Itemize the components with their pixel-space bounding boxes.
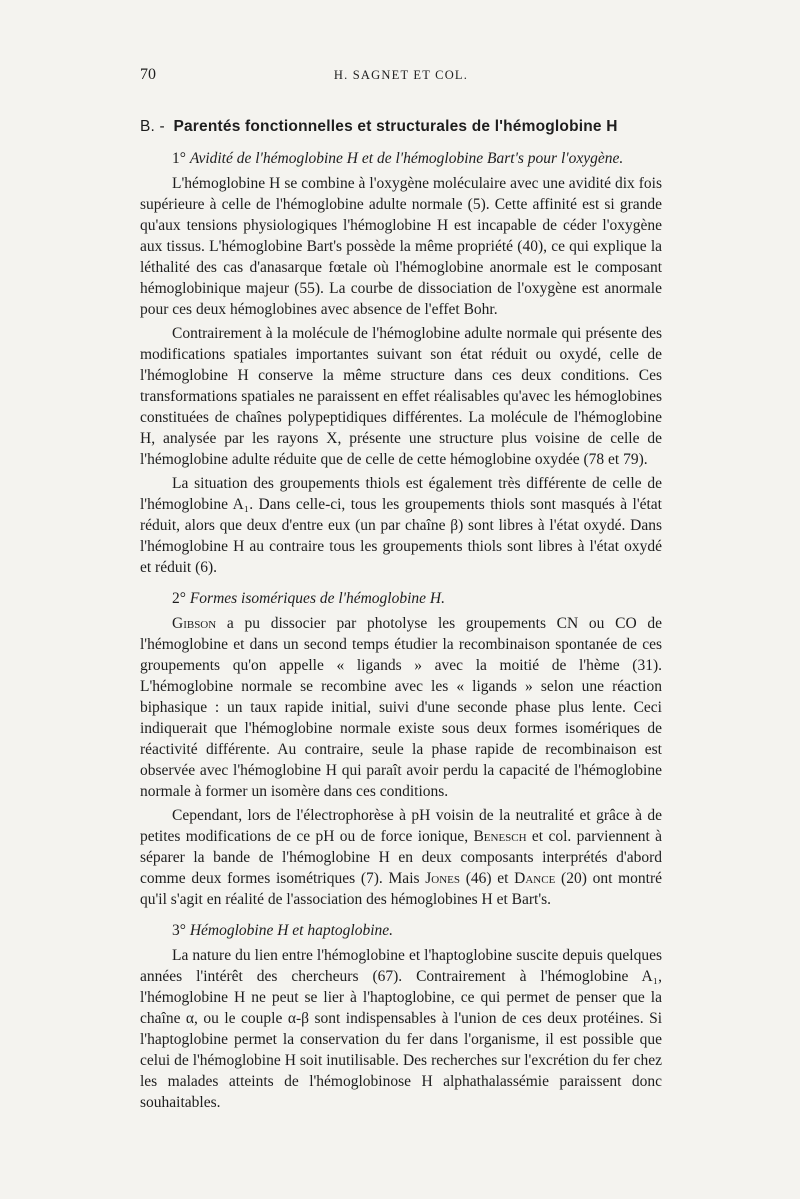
subheading-1-number: 1° [172,150,186,167]
subheading-3-title: Hémoglobine H et haptoglobine. [189,922,394,939]
author-jones: Jones [425,870,461,887]
author-dance: Dance [514,870,556,887]
page-number: 70 [140,66,156,83]
subheading-2-title: Formes isomériques de l'hémoglobine H. [189,590,445,607]
page [140,64,662,1116]
paragraph-4 [140,613,662,802]
paragraph-5-text-c: (46) et [460,870,515,887]
running-title: H. SAGNET ET COL. [333,68,469,82]
paragraph-5-text-a: Cependant, lors de l'électrophorèse à pH voisin de la neutralité et grâce à de petites modifications de ce pH ou de force ionique, [140,807,662,845]
paragraph-5-text-d: (20) ont montré qu'il s'agit en réalité de l'association des hémoglobines H et Bart's. [140,870,662,908]
subheading-2-number: 2° [172,590,186,607]
author-gibson: Gibson [172,615,217,632]
paragraph-2: Contrairement à la molécule de l'hémoglobine adulte normale qui présente des modifications spatiales importantes suivant son état réduit ou oxydé, celle de l'hémoglobine H conserve la même structure dans ces deux conditions. Ces transformations spatiales ne paraissent en effet réalisables qu'avec les hémoglobines constituées de chaînes polypeptidiques différentes. La molécule de l'hémoglobine H, analysée par les rayons X, présente une structure plus voisine de celle de l'hémoglobine adulte réduite que de celle de cette hémoglobine oxydée (78 et 79). [140,325,662,468]
section-marker: B. - [140,118,165,135]
paragraph-5-text-b: et col. parviennent à séparer la bande de l'hémoglobine H en deux composants interprétés d'abord comme deux formes isométriques (7). Mais [140,828,662,887]
subheading-2 [140,588,662,609]
subheading-1-title: Avidité de l'hémoglobine H et de l'hémoglobine Bart's pour l'oxygène. [189,150,624,167]
paragraph-5 [140,805,662,910]
subheading-3-number: 3° [172,922,186,939]
section-title: Parentés fonctionnelles et structurales de l'hémoglobine H [173,118,618,135]
running-head [140,64,662,94]
paragraph-4-text: a pu dissocier par photolyse les groupements CN ou CO de l'hémoglobine et dans un second temps étudier la recombinaison spontanée de ces groupements qu'on appelle « ligands » avec la moitié de l'hème (31). L'hémoglobine normale se recombine avec les « ligands » selon une réaction biphasique : un taux rapide initial, suivi d'une seconde phase plus lente. Ceci indiquerait que l'hémoglobine normale existe sous deux formes isomériques de réactivité différente. Au contraire, seule la phase rapide de recombinaison est observée avec l'hémoglobine H qui paraît avoir perdu la capacité de l'hémoglobine normale à former un isomère dans ces conditions. [140,615,662,800]
subheading-1 [140,148,662,169]
paragraph-1: L'hémoglobine H se combine à l'oxygène moléculaire avec une avidité dix fois supérieure à celle de l'hémoglobine adulte normale (5). Cette affinité est si grande qu'aux tensions physiologiques l'hémoglobine H est incapable de céder l'oxygène aux tissus. L'hémoglobine Bart's possède la même propriété (40), ce qui explique la léthalité des cas d'anasarque fœtale où l'hémoglobine anormale est le composant hémoglobinique majeur (55). La courbe de dissociation de l'oxygène est anormale pour ces deux hémoglobines avec absence de l'effet Bohr. [140,175,662,318]
author-benesch: Benesch [473,828,527,845]
section-heading [140,118,662,136]
subheading-3 [140,920,662,941]
paragraph-6: La nature du lien entre l'hémoglobine et l'haptoglobine suscite depuis quelques années l'intérêt des chercheurs (67). Contrairement à l'hémoglobine A₁, l'hémoglobine H ne peut se lier à l'haptoglobine, ce qui permet de penser que la chaîne α, ou le couple α-β sont indispensables à l'union de ces deux protéines. Si l'haptoglobine permet la conservation du fer dans l'organisme, il est possible que celui de l'hémoglobine H soit inutilisable. Des recherches sur l'excrétion du fer chez les malades atteints de l'hémoglobinose H alphathalassémie paraissent donc souhaitables. [140,947,662,1111]
paragraph-3: La situation des groupements thiols est également très différente de celle de l'hémoglobine A₁. Dans celle-ci, tous les groupements thiols sont masqués à l'état réduit, alors que deux d'entre eux (un par chaîne β) sont libres à l'état oxydé. Dans l'hémoglobine H au contraire tous les groupements thiols sont libres à l'état oxydé et réduit (6). [140,475,662,576]
